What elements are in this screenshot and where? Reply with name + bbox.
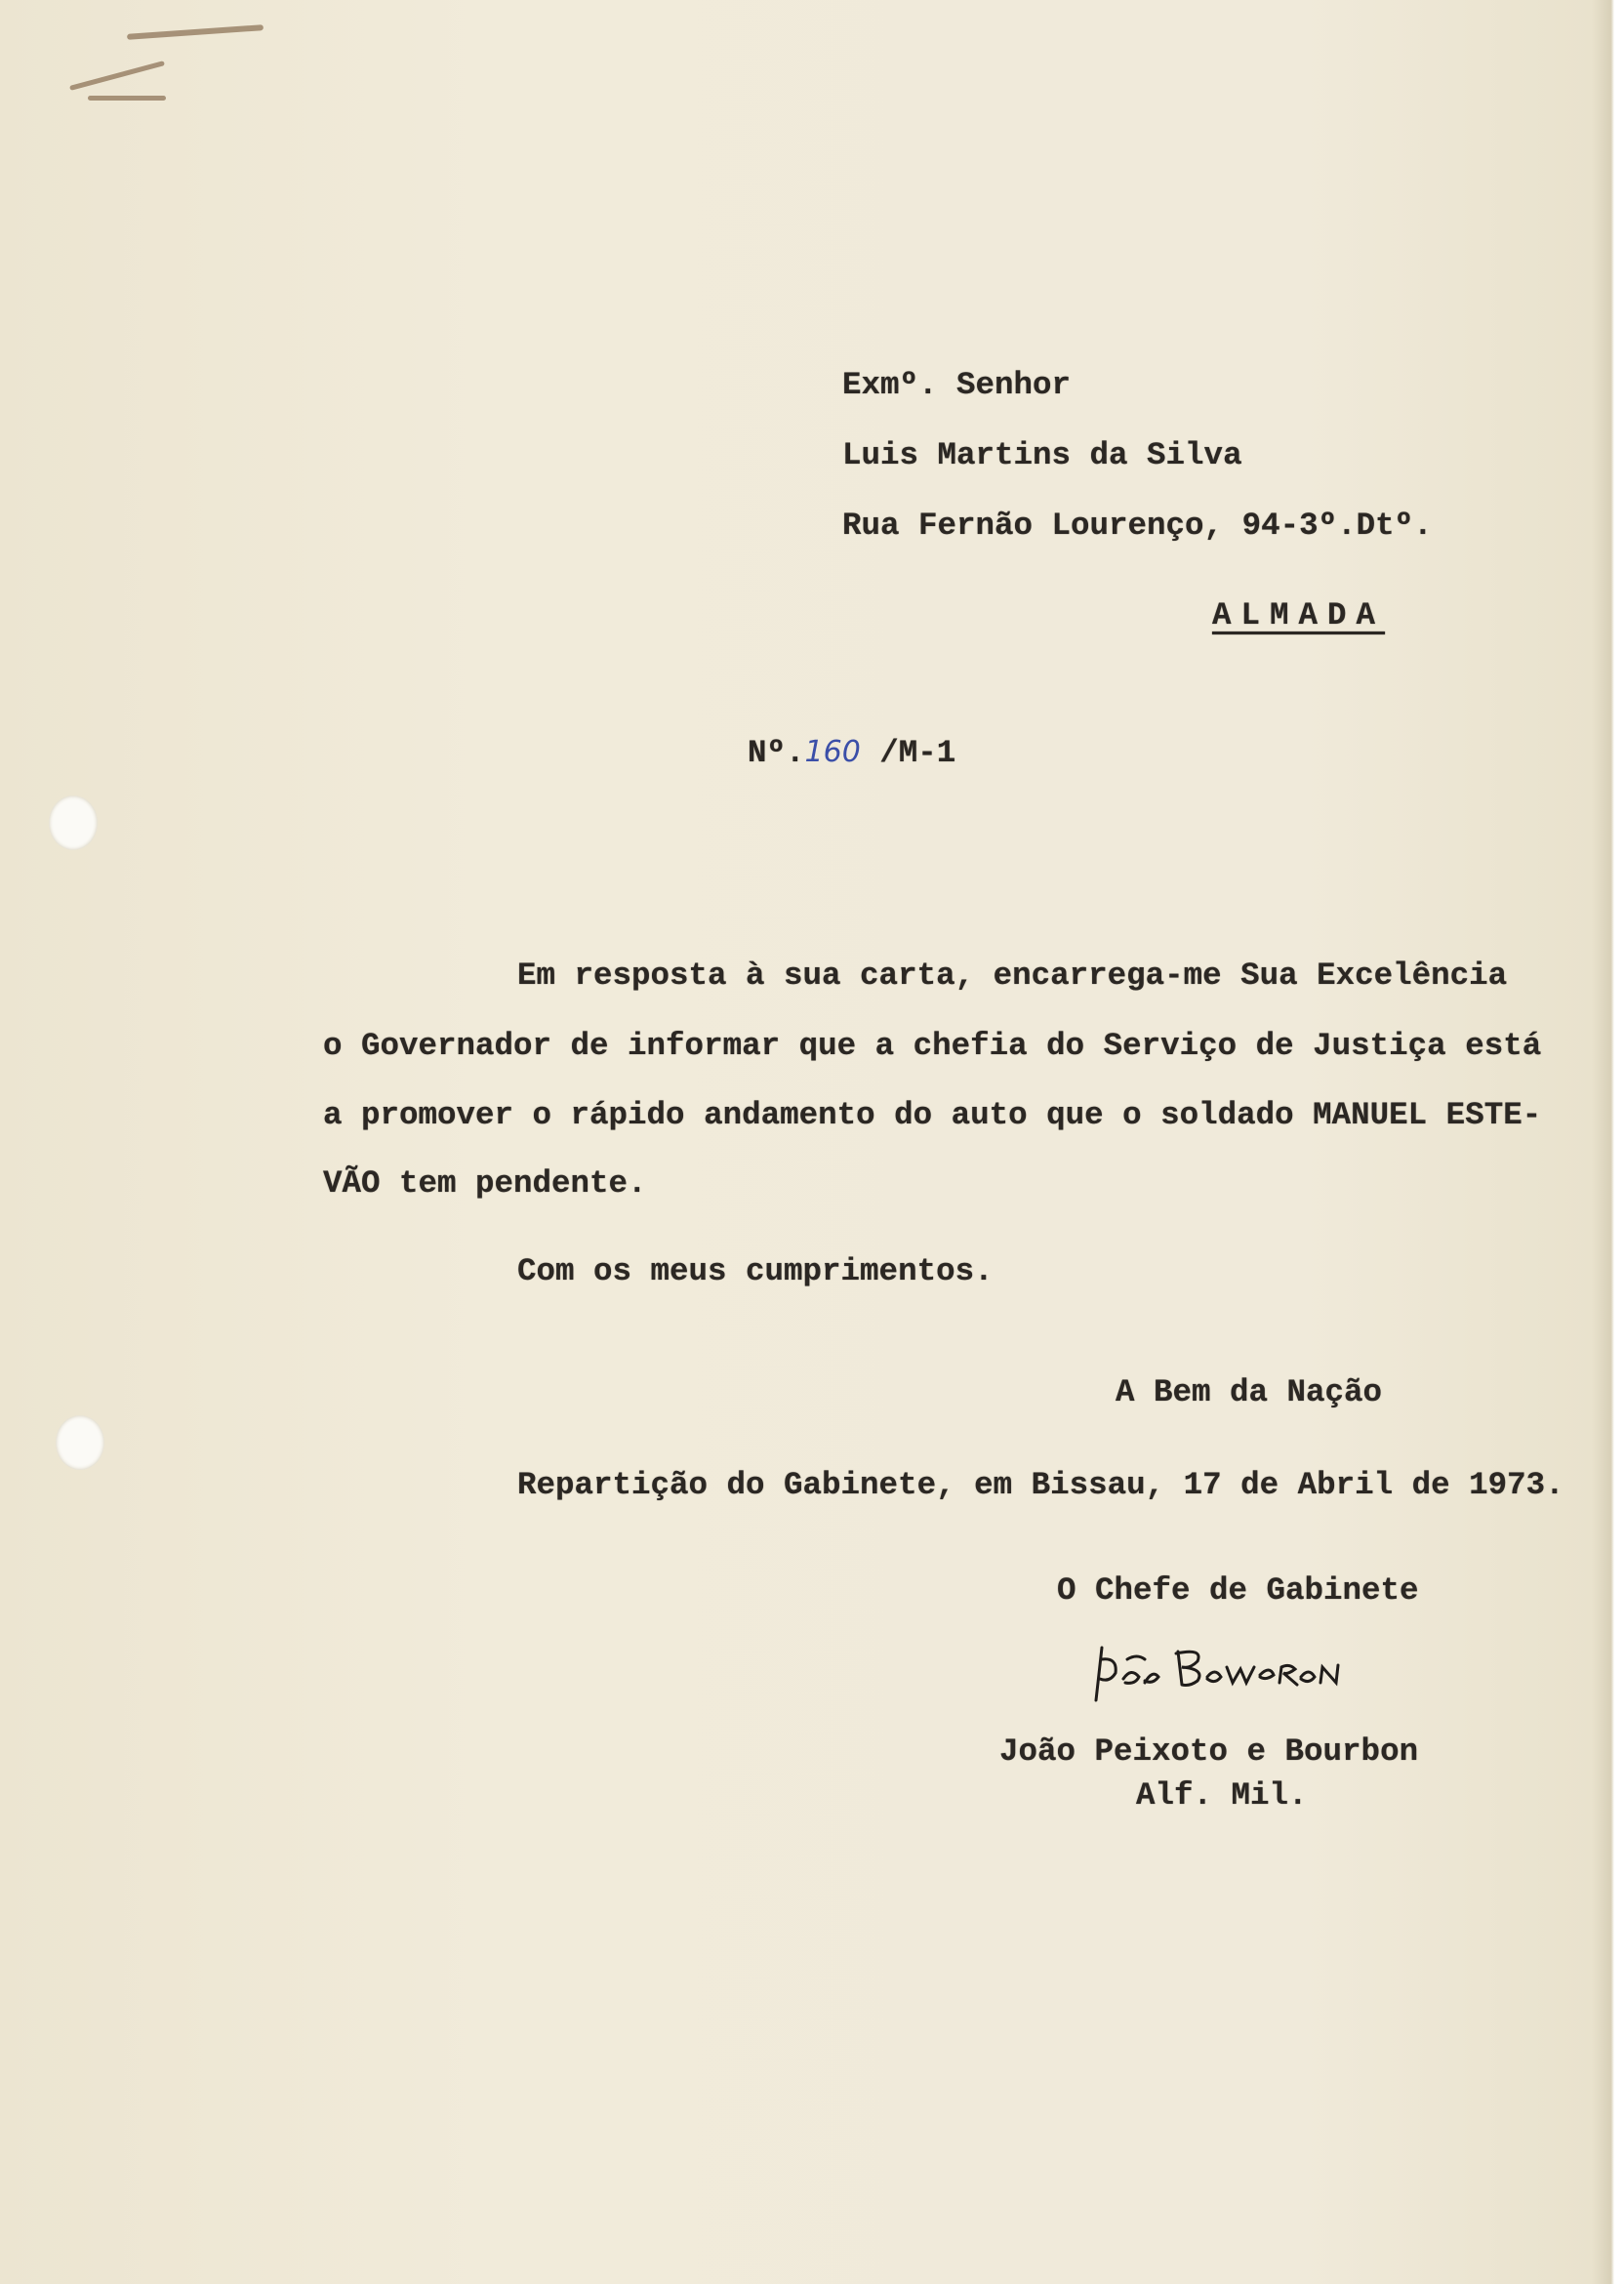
signatory-title: O Chefe de Gabinete bbox=[1057, 1572, 1419, 1609]
body-line: o Governador de informar que a chefia do Serviço de Justiça está bbox=[323, 1028, 1542, 1064]
closing: Com os meus cumprimentos. bbox=[517, 1253, 994, 1289]
motto: A Bem da Nação bbox=[1116, 1374, 1383, 1410]
reference-handwritten-number: 160 bbox=[804, 735, 861, 769]
signatory-name: João Peixoto e Bourbon bbox=[999, 1733, 1419, 1770]
rust-stain bbox=[69, 61, 165, 91]
body-line: a promover o rápido andamento do auto que o soldado MANUEL ESTE- bbox=[323, 1097, 1542, 1133]
signatory-rank: Alf. Mil. bbox=[1136, 1777, 1308, 1814]
punch-hole bbox=[49, 795, 98, 850]
body-line: VÃO tem pendente. bbox=[323, 1165, 647, 1202]
rust-stain bbox=[127, 24, 264, 40]
recipient-address: Rua Fernão Lourenço, 94-3º.Dtº. bbox=[842, 508, 1433, 544]
reference-prefix: Nº. bbox=[748, 735, 805, 771]
recipient-city: ALMADA bbox=[1212, 597, 1386, 633]
rust-stain bbox=[88, 96, 166, 101]
recipient-name: Luis Martins da Silva bbox=[842, 437, 1242, 473]
reference-number bbox=[748, 735, 956, 771]
reference-suffix: /M-1 bbox=[879, 735, 956, 771]
body-line: Em resposta à sua carta, encarrega-me Sua Excelência bbox=[517, 958, 1508, 994]
punch-hole bbox=[56, 1415, 104, 1470]
handwritten-signature bbox=[1088, 1640, 1342, 1708]
place-date: Repartição do Gabinete, em Bissau, 17 de Abril de 1973. bbox=[517, 1467, 1564, 1503]
recipient-salutation: Exmº. Senhor bbox=[842, 367, 1072, 403]
